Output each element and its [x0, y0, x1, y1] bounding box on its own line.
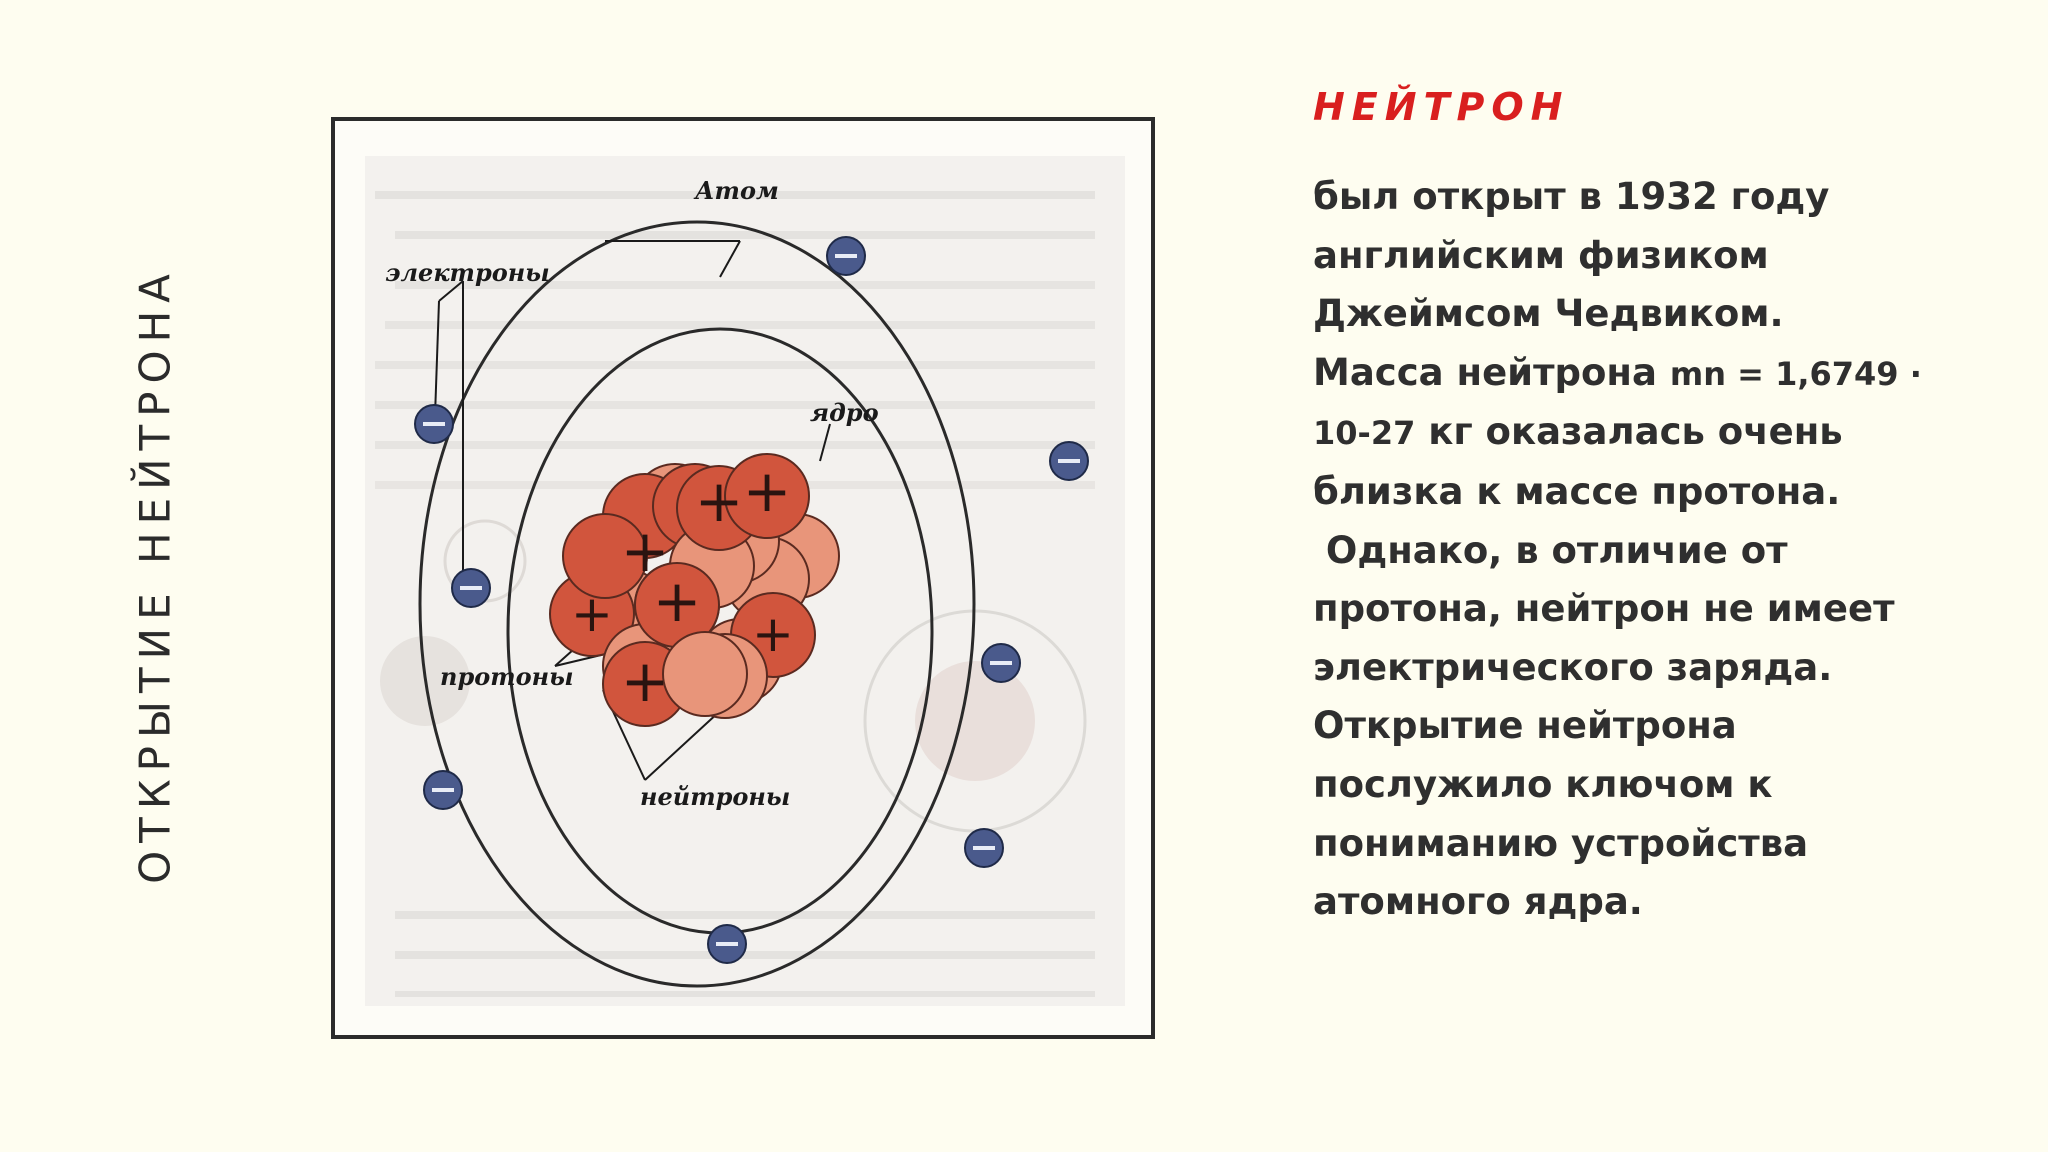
heading: НЕЙТРОН	[1313, 85, 1570, 129]
body-line	[1313, 403, 2013, 463]
body-line: английским физиком	[1313, 233, 1769, 277]
electron	[424, 771, 462, 809]
neutron-mass-formula: mn = 1,6749 ·	[1669, 354, 1922, 393]
body-line: близка к массе протона.	[1313, 469, 1841, 513]
label-nucleus: ядро	[810, 398, 879, 427]
proton-sign: +	[620, 647, 670, 715]
proton-sign: +	[694, 467, 744, 535]
proton-sign: +	[752, 605, 794, 663]
body-line: послужило ключом к	[1313, 762, 1773, 806]
body-line: протона, нейтрон не имеет	[1313, 587, 1895, 631]
body-line: атомного ядра.	[1313, 880, 1643, 924]
body-line: электрического заряда.	[1313, 645, 1833, 689]
neutron	[663, 632, 747, 716]
proton-sign: +	[742, 457, 792, 525]
electron	[708, 925, 746, 963]
body-text	[1313, 168, 2013, 932]
label-electrons: электроны	[385, 258, 550, 287]
atom-diagram	[335, 121, 1151, 1035]
electron	[827, 237, 865, 275]
body-line-part: кг оказалась очень	[1415, 410, 1843, 454]
body-line: был открыт в 1932 году	[1313, 175, 1830, 218]
body-line: Джеймсом Чедвиком.	[1313, 292, 1784, 336]
electron	[415, 405, 453, 443]
body-line-part: Масса нейтрона	[1313, 350, 1670, 394]
side-title: ОТКРЫТИЕ НЕЙТРОНА	[130, 266, 180, 884]
proton-sign: +	[652, 567, 702, 635]
label-neutrons: нейтроны	[640, 782, 791, 811]
electron	[965, 829, 1003, 867]
body-line	[1313, 344, 2013, 404]
proton-sign: +	[620, 517, 670, 585]
proton-sign: +	[571, 585, 613, 643]
atom-figure	[331, 117, 1155, 1039]
label-atom: Атом	[695, 176, 779, 205]
label-protons: протоны	[440, 662, 574, 691]
electron	[452, 569, 490, 607]
body-line: Однако, в отличие от	[1313, 528, 1788, 572]
electron	[1050, 442, 1088, 480]
body-line: пониманию устройства	[1313, 821, 1809, 865]
electron	[982, 644, 1020, 682]
neutron-mass-exponent: 10-27	[1313, 414, 1416, 453]
body-line: Открытие нейтрона	[1313, 704, 1737, 748]
